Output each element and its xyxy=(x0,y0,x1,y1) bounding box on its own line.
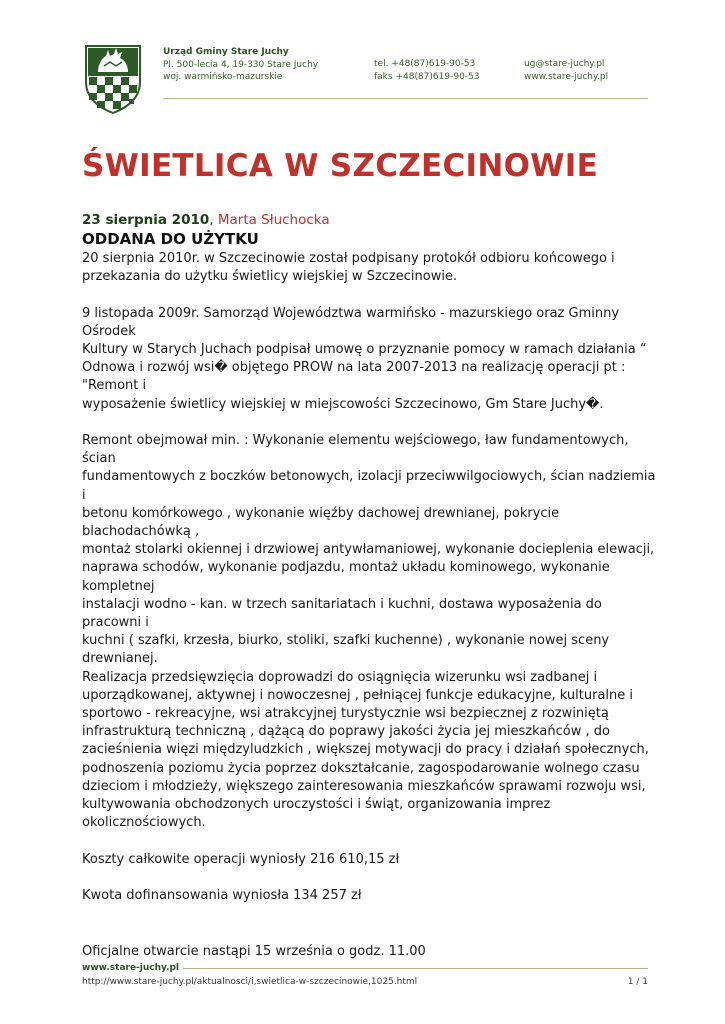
email-link[interactable]: ug@stare-juchy.pl xyxy=(524,59,605,69)
paragraph: Kwota dofinansowania wyniosła 134 257 zł xyxy=(82,888,362,904)
fax-number: faks +48(87)619-90-53 xyxy=(374,71,480,82)
paragraph: Oficjalne otwarcie nastąpi 15 września o godz. 11.00 xyxy=(82,944,426,960)
header-contact-phones xyxy=(374,58,480,83)
header-contact-online xyxy=(524,58,608,83)
article-author: Marta Słuchocka xyxy=(217,212,330,228)
footer-site-link[interactable]: www.stare-juchy.pl xyxy=(82,963,183,973)
article-subtitle: ODDANA DO UŻYTKU xyxy=(82,230,259,248)
article-body xyxy=(82,250,657,961)
paragraph: Koszty całkowite operacji wyniosły 216 610,15 zł xyxy=(82,851,400,867)
article-title: ŚWIETLICA W SZCZECINOWIE xyxy=(82,148,599,184)
website-link[interactable]: www.stare-juchy.pl xyxy=(524,71,609,82)
paragraph: 20 sierpnia 2010r. w Szczecinowie został podpisany protokół odbioru końcowego i przekazania do użytku świetlicy wiejskiej w Szczecinowie. xyxy=(82,251,615,285)
paragraph: 9 listopada 2009r. Samorząd Województwa warmińsko - mazurskiego oraz Gminny Ośrodek Kultury w Starych Juchach podpisał umowę o przyznanie pomocy w ramach działania “ Odnowa i rozwój wsi� objętego PROW na lata 2007-2013 na realizację operacji pt : "Remont i wyposażenie świetlicy wiejskiej w miejscowości Szczecinowo, Gm Stare Juchy�. xyxy=(82,305,647,412)
header-organization xyxy=(163,46,318,84)
organization-name: Urząd Gminy Stare Juchy xyxy=(163,47,289,57)
article-date: 23 sierpnia 2010 xyxy=(82,212,210,228)
footer-page-number: 1 / 1 xyxy=(627,977,648,987)
phone-number: tel. +48(87)619-90-53 xyxy=(374,59,476,69)
meta-separator: , xyxy=(209,212,214,228)
address-line-1: Pl. 500-lecia 4, 19-330 Stare Juchy xyxy=(163,59,319,70)
coat-of-arms-logo xyxy=(84,44,142,114)
paragraph: Remont obejmował min. : Wykonanie elementu wejściowego, ław fundamentowych, ścian fundamentowych z boczków betonowych, izolacji przeciwwilgociowych, ścian nadziemia i betonu komórkowego , wykonanie więźby dachowej drewnianej, pokrycie blachodachówką , montaż stolarki okiennej i drzwiowej antywłamaniowej, wykonanie docieplenia elewacji, naprawa schodów, wykonanie podjazdu, montaż układu kominowego, wykonanie kompletnej instalacji wodno - kan. w trzech sanitariatach i kuchni, dostawa wyposażenia do pracowni i kuchni ( szafki, krzesła, biurko, stoliki, szafki kuchenne) , wykonanie nowej sceny drewnianej. Realizacja przedsięwzięcia doprowadzi do osiągnięcia wizerunku wsi zadbanej i uporządkowanej, aktywnej i nowoczesnej , pełniącej funkcje edukacyjne, kulturalne i sportowo - rekreacyjne, wsi atrakcyjnej turystycznie wsi bezpiecznej z rozwiniętą infrastrukturą techniczną , dążącą do poprawy jakości życia jej mieszkańców , do zacieśnienia więzi międzyludzkich , większej motywacji do pracy i działań społecznych, podnoszenia poziomu życia poprzez dokształcanie, zagospodarowanie wolnego czasu dzieciom i młodzieży, większego zainteresowania mieszkańców sprawami rozwoju wsi, kultywowania obchodzonych uroczystości i świąt, organizowania imprez okolicznościowych. xyxy=(82,433,656,831)
article-meta xyxy=(82,211,330,229)
header-divider xyxy=(163,98,648,99)
address-line-2: woj. warmińsko-mazurskie xyxy=(163,72,283,82)
footer-page-url[interactable]: http://www.stare-juchy.pl/aktualnosci/i,swietlica-w-szczecinowie,1025.html xyxy=(82,977,418,987)
